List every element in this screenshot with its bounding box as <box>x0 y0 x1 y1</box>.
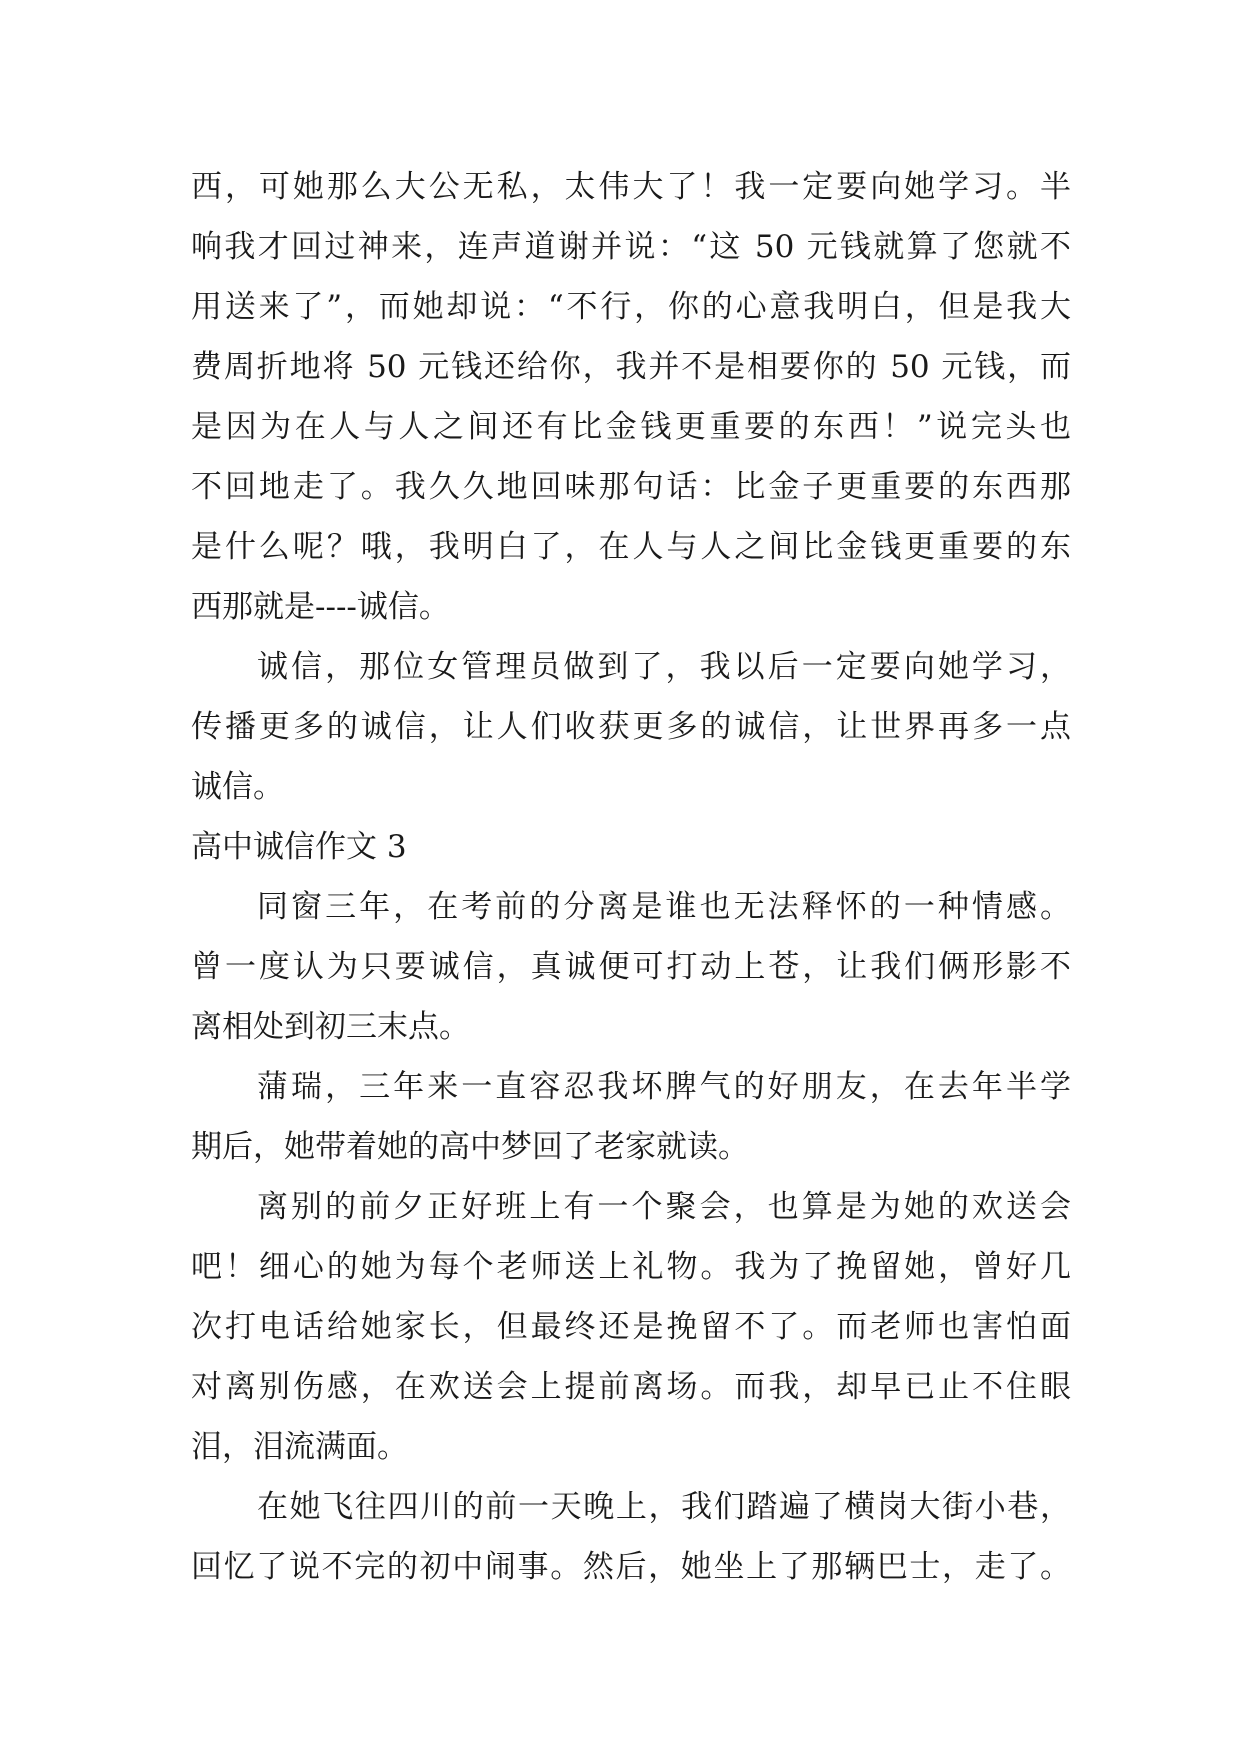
paragraph-line: 西，可她那么大公无私，太伟大了！我一定要向她学习。半 <box>191 169 1071 205</box>
paragraph-line: 费周折地将 50 元钱还给你，我并不是相要你的 50 元钱，而 <box>191 349 1071 385</box>
paragraph-line: 同窗三年，在考前的分离是谁也无法释怀的一种情感。 <box>257 889 1071 925</box>
paragraph-line: 曾一度认为只要诚信，真诚便可打动上苍，让我们俩形影不 <box>191 949 1071 985</box>
paragraph-line: 回忆了说不完的初中闹事。然后，她坐上了那辆巴士，走了。 <box>191 1549 1071 1585</box>
paragraph-line: 吧！细心的她为每个老师送上礼物。我为了挽留她，曾好几 <box>191 1249 1071 1285</box>
paragraph-line: 次打电话给她家长，但最终还是挽留不了。而老师也害怕面 <box>191 1309 1071 1345</box>
paragraph-line: 不回地走了。我久久地回味那句话：比金子更重要的东西那 <box>191 469 1071 505</box>
paragraph-line: 响我才回过神来，连声道谢并说：“这 50 元钱就算了您就不 <box>191 229 1071 265</box>
paragraph-line: 对离别伤感，在欢送会上提前离场。而我，却早已止不住眼 <box>191 1369 1071 1405</box>
section-heading: 高中诚信作文 3 <box>191 829 407 865</box>
paragraph-line: 西那就是----诚信。 <box>191 589 450 625</box>
paragraph-line: 传播更多的诚信，让人们收获更多的诚信，让世界再多一点 <box>191 709 1071 745</box>
paragraph-line: 是什么呢？哦，我明白了，在人与人之间比金钱更重要的东 <box>191 529 1071 565</box>
paragraph-line: 用送来了”，而她却说：“不行，你的心意我明白，但是我大 <box>191 289 1071 325</box>
paragraph-line: 泪，泪流满面。 <box>191 1429 408 1465</box>
paragraph-line: 离相处到初三末点。 <box>191 1009 470 1045</box>
paragraph-line: 期后，她带着她的高中梦回了老家就读。 <box>191 1129 749 1165</box>
paragraph-line: 蒲瑞，三年来一直容忍我坏脾气的好朋友，在去年半学 <box>257 1069 1071 1105</box>
paragraph-line: 离别的前夕正好班上有一个聚会，也算是为她的欢送会 <box>257 1189 1071 1225</box>
paragraph-line: 诚信，那位女管理员做到了，我以后一定要向她学习， <box>257 649 1071 685</box>
paragraph-line: 是因为在人与人之间还有比金钱更重要的东西！”说完头也 <box>191 409 1071 445</box>
paragraph-line: 在她飞往四川的前一天晚上，我们踏遍了横岗大街小巷， <box>257 1489 1071 1525</box>
paragraph-line: 诚信。 <box>191 769 284 805</box>
